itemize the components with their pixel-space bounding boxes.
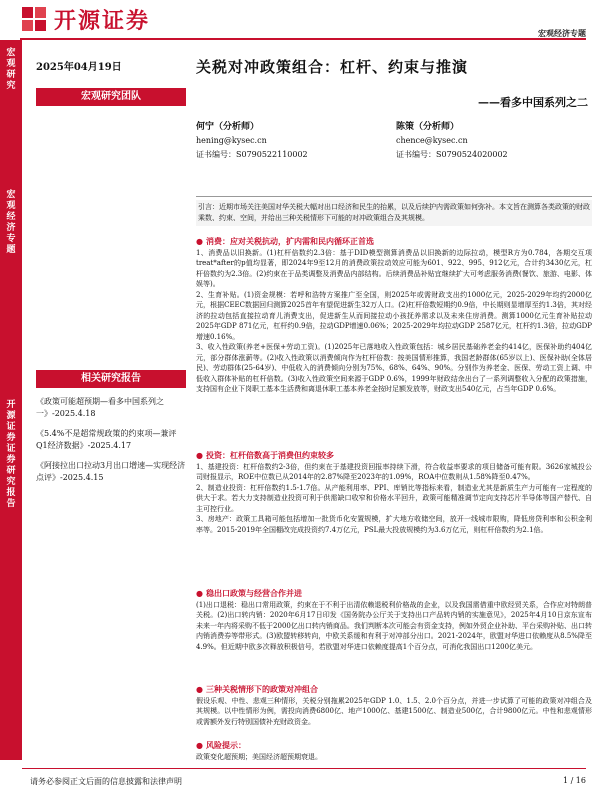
risk-text: 政策变化超预期；美国经济超预期衰退。: [196, 752, 322, 761]
section-scenarios: [196, 684, 592, 727]
related-report-item[interactable]: 《5.4%不是超常规政策的约束项—兼评Q1经济数据》-2025.4.17: [36, 429, 177, 450]
section-paragraph: 假设乐观、中性、悲观三种情形，关税分别拖累2025年GDP 1.0、1.5、2.0个百分点，并进一步试算了可能的政策对冲组合及其规模。以中性情形为例，需投向消费6800亿、地产1000亿、基建1500亿、制造业500亿，合计9800亿元。中性和悲观情形或需额外发行特别国债补充财政资金。: [196, 696, 592, 726]
section-paragraph: 3、收入性政策(养老+医保+劳动工资)。(1)2025年已落地收入性政策包括：城乡居民基础养老金约414亿，医保补助约404亿元，部分群体涨薪等。(2)收入性政策以消费倾向作为杠杆倍数：按美国情形推算，我国老龄群体(65岁以上)、医保补助(全体居民)、劳动群体(25-64岁)、中低收入的消费倾向分别为75%、68%、64%、90%。分别作为养老金、医保、劳动工资上调、中低收入群体补贴的杠杆倍数。(3)收入性政策空间来源于GDP 0.6%，1999年财政结余出台了一系列调整收入分配的政策措施，支持国有企业下岗职工基本生活费和离退休职工基本养老金按时足额发放等，财政支出540亿元，占当年GDP 0.6%。: [196, 343, 592, 393]
section-paragraph: 1、基建投资：杠杆倍数约2-3倍，但约束在于基建投资回报率持续下滑，符合收益率要求的项目储备可能有限。3626家城投公司财报显示，ROE中位数已从2014年的2.87%降至2023年的1.09%，ROA中位数则从1.58%降至0.47%。: [196, 462, 592, 481]
section-paragraph: 1、消费品以旧换新。(1)杠杆倍数约2.3倍：基于DID模型测算消费品以旧换新的边际拉动，模型R方为0.784，各期交互项treat*after的p值均显著，即2024年9至12月的消费政策拉动效应可能为601、922、995、912亿元，合计约3430亿元，杠杆倍数约为2.3倍。(2)约束在于品类调整及消费品内部结构。后续消费品补贴宜继续扩大可考虑服务消费(餐饮、旅游、电影、体娱等)。: [196, 248, 592, 288]
page-header: [0, 0, 600, 40]
author-email[interactable]: chence@kysec.cn: [396, 136, 468, 145]
section-paragraph: 3、房地产：政策工具箱可能包括增加一批货币化安置规模，扩大地方收储空间，放开一线城市限购，降低房贷利率和公积金利率等。2015-2019年全国棚改完成投资约7.4万亿元，PSL最大投放规模约为3.6万亿元，则杠杆倍数约为2.1倍。: [196, 515, 592, 534]
report-type-tag: 宏观经济专题: [538, 28, 586, 38]
author-cert: 证书编号：S0790524020002: [396, 150, 508, 159]
section-heading: ● 投资：杠杆倍数高于消费但约束较多: [196, 450, 592, 461]
disclaimer: 请务必参阅正文后面的信息披露和法律声明: [30, 777, 182, 786]
author-name: 何宁（分析师）: [196, 122, 260, 132]
sidebar-label-middle: 宏观经济专题: [6, 190, 16, 255]
page-footer: [0, 760, 600, 800]
section-paragraph: (1)出口退税：稳出口常用政策，约束在于不利于出清依赖退税利价格战的企业，以及我国需借重中欧经贸关系，合作应对特朗普关税。(2)出口转内销：2020年6月17日印发《国务院办公厅关于支持出口产品转内销的实施意见》，2025年4月10日京东宣布未来一年内将采购不低于2000亿出口转内销商品。我们判断本次可能会有资金支持，例如外贸企业补助、平台采购补贴、出口转内销消费券等带形式。(3)欧盟转移转向，中欧关系缓和有利于对冲部分出口。2021-2024年，欧盟对华进口依赖度从8.5%降至4.9%。但近期中欧多次释放积极信号，若欧盟对华进口依赖度提高1个百分点，可消化我国出口1200亿美元。: [196, 600, 592, 651]
risk-heading: ● 风险提示：: [196, 740, 592, 751]
author-name: 陈策（分析师）: [396, 122, 460, 132]
section-heading: ● 消费：应对关税抗动，扩内需和民内循环正首选: [196, 236, 592, 247]
section-paragraph: 2、制造业投资：杠杆倍数约1.5-1.7倍。从产能利用率、PPI、库销比等指标来看，制造业尤其是新质生产力可能有一定程度的供大于求。若大力支持制造业投资可利于供需缺口收窄和价格水平回升，政策可能精准调节定向支持芯片半导体等国产替代、自主可控行业。: [196, 483, 592, 513]
report-subtitle: ——看多中国系列之二: [478, 96, 588, 109]
author-2: [396, 120, 508, 162]
related-research-bar: 相关研究报告: [36, 370, 186, 388]
team-bar: 宏观研究团队: [36, 88, 186, 106]
sidebar-label-bottom: 开源证券 证券研究报告: [6, 400, 16, 509]
kysec-logo: [20, 4, 200, 34]
author-cert: 证书编号：S0790522110002: [196, 150, 308, 159]
left-sidebar-strip: [0, 40, 22, 760]
sidebar-label-top: 宏观研究: [6, 48, 16, 91]
related-report-item[interactable]: 《阿接拉出口拉动3月出口增速—实现经济点评》-2025.4.15: [36, 461, 186, 482]
authors-block: [196, 120, 592, 200]
section-heading: ● 三种关税情形下的政策对冲组合: [196, 684, 592, 695]
author-separator: [196, 196, 592, 197]
related-report-item[interactable]: 《政策可能超预期—看多中国系列之一》-2025.4.18: [36, 397, 164, 418]
abstract: 引言：近期市场关注美国对华关税大幅对出口经济和民生的抬累，以及后续护内需政策如何弥补。本文旨在测算各类政策的财政乘数、约束、空间，并给出三种关税情形下可能的对冲政策组合及其规模。: [196, 200, 592, 226]
main-content: [196, 40, 592, 760]
section-heading: ● 稳出口政策与经营合作并进: [196, 588, 592, 599]
section-export: [196, 588, 592, 652]
footer-rule: [22, 768, 586, 769]
left-column: [22, 40, 190, 760]
author-1: [196, 120, 308, 162]
section-consumption: [196, 236, 592, 395]
report-title: 关税对冲政策组合：杠杆、约束与推演: [196, 58, 469, 76]
report-date: 2025年04月19日: [36, 62, 122, 73]
related-reports-list: [36, 396, 186, 492]
section-paragraph: 2、生育补贴。(1)资金规模：若呼和浩特方案推广至全国，则2025年或需财政支出约1000亿元，2025-2029年均约2000亿元，根据CEEC数据回归测算2025首年有望促进新生32万人口。(2)杠杆倍数短期约0.9倍，中长期则显增厚至约1.3倍，其对经济的拉动包括直接拉动育儿消费支出，促进新生从而间接拉动小孩抚养需求以及未来住房消费。测算1000亿元生育补贴拉动2025年GDP 871亿元，杠杆约0.9倍，拉动GDP增速0.06%；2025-2029年均拉动GDP 2587亿元，杠杆约1.3倍，拉动GDP增速0.16%。: [196, 290, 592, 341]
logo-mark-icon: [20, 5, 48, 33]
author-email[interactable]: hening@kysec.cn: [196, 136, 267, 145]
section-risk: [196, 740, 592, 762]
page-number: 1 / 16: [562, 776, 586, 785]
section-investment: [196, 450, 592, 535]
brand-name: 开源证券: [54, 8, 151, 34]
